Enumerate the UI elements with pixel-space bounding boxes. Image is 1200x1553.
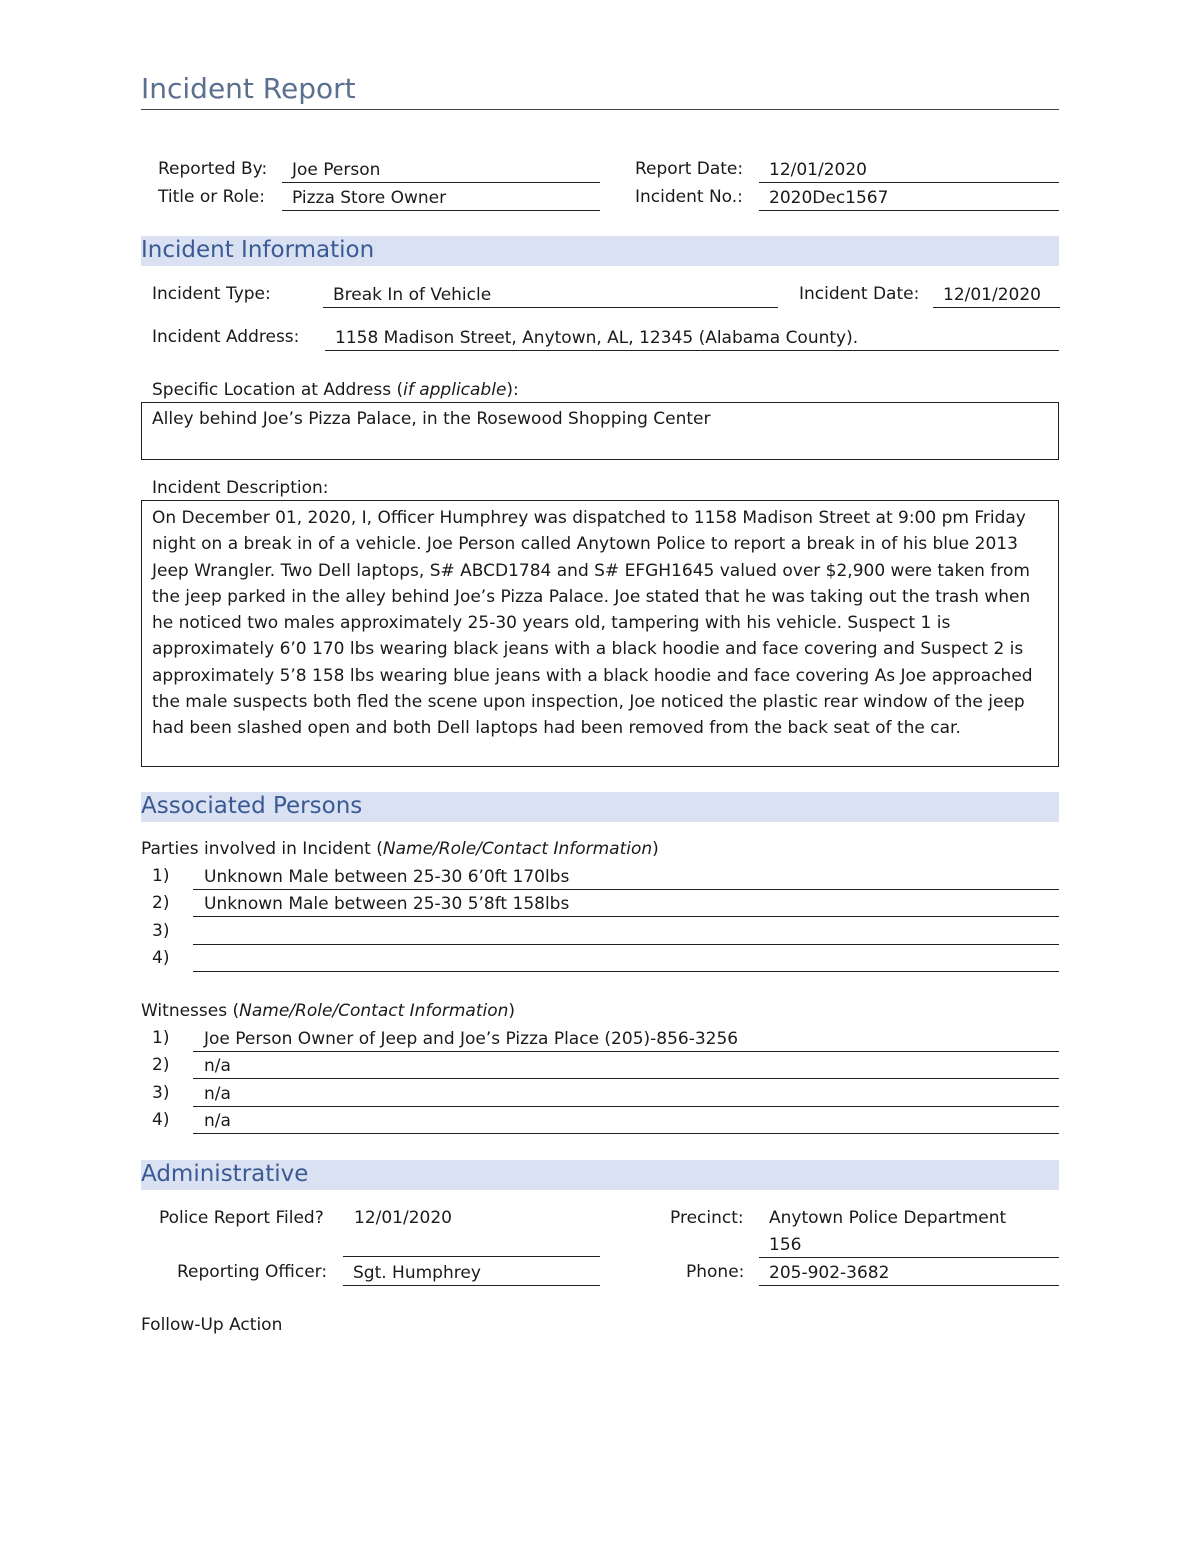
title-role-label: Title or Role: xyxy=(158,187,265,207)
incident-no-label: Incident No.: xyxy=(635,187,743,207)
witness-field[interactable]: n/a xyxy=(193,1054,1059,1079)
reporting-officer-label: Reporting Officer: xyxy=(177,1262,328,1282)
witness-number: 1) xyxy=(152,1028,170,1048)
witness-number: 4) xyxy=(152,1110,170,1130)
page-title: Incident Report xyxy=(141,72,356,105)
party-field[interactable]: Unknown Male between 25-30 6’0ft 170lbs xyxy=(193,865,1059,890)
section-incident-information xyxy=(141,236,1059,266)
incident-address-field[interactable]: 1158 Madison Street, Anytown, AL, 12345 (Alabama County). xyxy=(325,326,1059,351)
incident-description-field[interactable]: On December 01, 2020, I, Officer Humphrey was dispatched to 1158 Madison Street at 9:00 pm Friday night on a break in of a vehicle. Joe Person called Anytown Police to report a break in of his blue 2013 Jeep Wrangler. Two Dell laptops, S# ABCD1784 and S# EFGH1645 valued over $2,900 were taken from the jeep parked in the alley behind Joe’s Pizza Palace. Joe stated that he was taking out the trash when he noticed two males approximately 25-30 years old, tampering with his vehicle. Suspect 1 is approximately 6’0 170 lbs wearing black jeans with a black hoodie and face covering and Suspect 2 is approximately 5’8 158 lbs wearing blue jeans with a black hoodie and face covering As Joe approached the male suspects both fled the scene upon inspection, Joe noticed the plastic rear window of the jeep had been slashed open and both Dell laptops had been removed from the back seat of the car. xyxy=(141,500,1059,767)
report-date-label: Report Date: xyxy=(635,159,744,179)
section-heading: Associated Persons xyxy=(141,793,363,819)
incident-description-label: Incident Description: xyxy=(152,478,329,498)
section-administrative xyxy=(141,1160,1059,1190)
precinct-label: Precinct: xyxy=(670,1208,744,1228)
witness-field[interactable]: n/a xyxy=(193,1109,1059,1134)
party-number: 2) xyxy=(152,893,170,913)
phone-field[interactable]: 205-902-3682 xyxy=(759,1261,1059,1286)
party-number: 3) xyxy=(152,921,170,941)
party-field[interactable] xyxy=(193,920,1059,945)
party-field[interactable] xyxy=(193,947,1059,972)
witness-number: 2) xyxy=(152,1055,170,1075)
parties-label: Parties involved in Incident (Name/Role/Contact Information) xyxy=(141,839,659,859)
party-number: 1) xyxy=(152,866,170,886)
witness-number: 3) xyxy=(152,1083,170,1103)
incident-type-label: Incident Type: xyxy=(152,284,271,304)
specific-location-field[interactable]: Alley behind Joe’s Pizza Palace, in the Rosewood Shopping Center xyxy=(141,402,1059,460)
incident-address-label: Incident Address: xyxy=(152,327,300,347)
section-heading: Incident Information xyxy=(141,237,375,263)
incident-date-field[interactable]: 12/01/2020 xyxy=(933,283,1060,308)
reporting-officer-field[interactable]: Sgt. Humphrey xyxy=(343,1261,600,1286)
follow-up-label: Follow-Up Action xyxy=(141,1315,283,1335)
report-filed-value[interactable]: 12/01/2020 xyxy=(354,1208,452,1228)
reported-by-label: Reported By: xyxy=(158,159,268,179)
report-filed-underline xyxy=(343,1256,600,1257)
precinct-underline xyxy=(759,1257,1059,1258)
report-filed-label: Police Report Filed? xyxy=(159,1208,324,1228)
incident-type-field[interactable]: Break In of Vehicle xyxy=(323,283,778,308)
phone-label: Phone: xyxy=(686,1262,745,1282)
incident-no-field[interactable]: 2020Dec1567 xyxy=(759,186,1059,211)
witness-field[interactable]: Joe Person Owner of Jeep and Joe’s Pizza Place (205)-856-3256 xyxy=(193,1027,1059,1052)
section-heading: Administrative xyxy=(141,1161,309,1187)
party-field[interactable]: Unknown Male between 25-30 5’8ft 158lbs xyxy=(193,892,1059,917)
precinct-value-line2[interactable]: 156 xyxy=(769,1235,802,1255)
report-date-field[interactable]: 12/01/2020 xyxy=(759,158,1059,183)
section-associated-persons xyxy=(141,792,1059,822)
title-role-field[interactable]: Pizza Store Owner xyxy=(282,186,600,211)
title-divider xyxy=(141,109,1059,110)
witnesses-label: Witnesses (Name/Role/Contact Information) xyxy=(141,1001,516,1021)
witness-field[interactable]: n/a xyxy=(193,1082,1059,1107)
party-number: 4) xyxy=(152,948,170,968)
incident-date-label: Incident Date: xyxy=(799,284,920,304)
reported-by-field[interactable]: Joe Person xyxy=(282,158,600,183)
precinct-value-line1[interactable]: Anytown Police Department xyxy=(769,1208,1007,1228)
specific-location-label: Specific Location at Address (if applicable): xyxy=(152,380,519,400)
